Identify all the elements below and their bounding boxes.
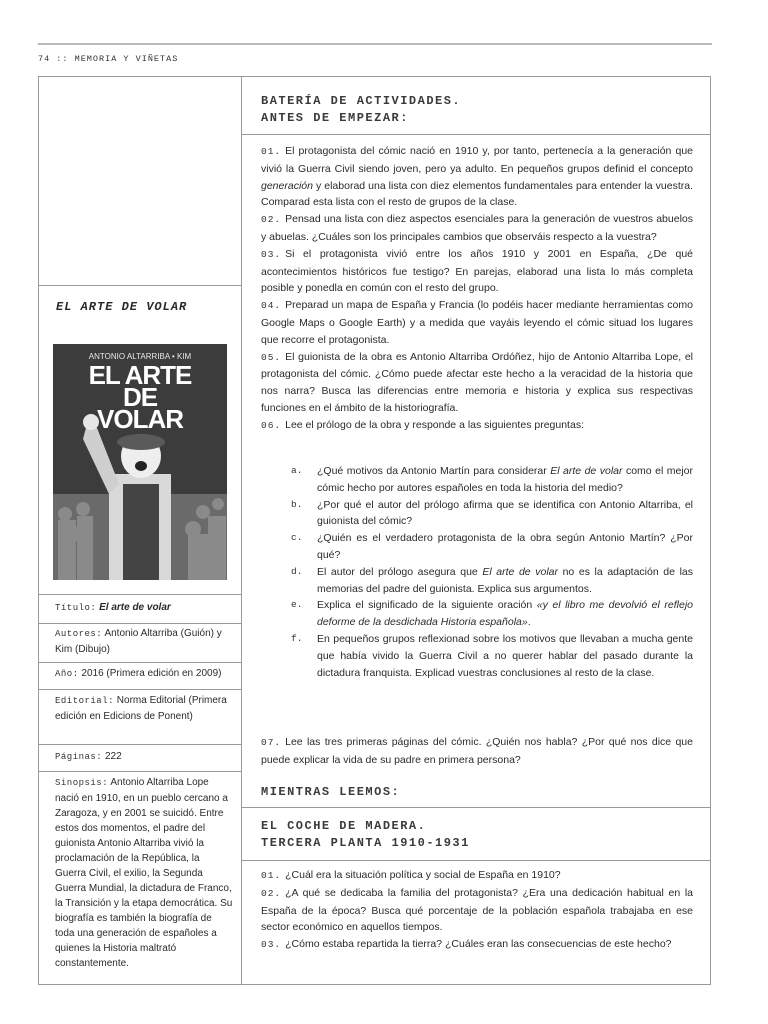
activity-item: 05. El guionista de la obra es Antonio Altarriba Ordóñez, hijo de Antonio Altarriba Lope, el protagonista del cómic. ¿Cómo puede afectar este hecho a la veracidad de la historia que nos narra? Busca las diferencias entre memoria e historia y explica sus respectivas funciones en el ámbito de la historiografía. bbox=[261, 350, 693, 414]
activity-item-7: 07. Lee las tres primeras páginas del cómic. ¿Quién nos habla? ¿Por qué nos dice que puede explicar la vida de su padre en primera persona? bbox=[261, 736, 693, 766]
activity-item: 01. El protagonista del cómic nació en 1910 y, por tanto, pertenecía a la generación que vivió la Guerra Civil siendo joven, pero ya adulto. En pequeños grupos definid el concepto generación y elaborad una lista con diez elementos fundamentales para entender la vuestra. Comparad esta lista con el resto de grupos de la clase. bbox=[261, 145, 693, 209]
info-authors: Autores: Antonio Altarriba (Guión) y Kim (Dibujo) bbox=[39, 624, 241, 663]
activity-item: 06. Lee el prólogo de la obra y responde a las siguientes preguntas: bbox=[261, 418, 584, 431]
cover-title: EL ARTE DE VOLAR bbox=[88, 360, 192, 434]
activities-list bbox=[261, 143, 693, 435]
sub-item: e. Explica el significado de la siguiente oración «y el libro me devolvió el reflejo deforme de la desdichada Historia española». bbox=[291, 599, 693, 629]
reading-item: 01. ¿Cuál era la situación política y social de España en 1910? bbox=[261, 869, 561, 881]
sub-item: a. ¿Qué motivos da Antonio Martín para considerar El arte de volar como el mejor cómic hecho por autores españoles en toda la historia del medio? bbox=[291, 465, 694, 494]
reading-heading: MIENTRAS LEEMOS: bbox=[261, 785, 401, 799]
book-card bbox=[39, 285, 241, 595]
sub-item: f. En pequeños grupos reflexionad sobre los motivos que llevaban a mucha gente que había vivido la Guerra Civil a no querer hablar del pasado durante la dictadura franquista. Explicad vuestras conclusiones al resto de la clase. bbox=[291, 632, 693, 679]
section-rule bbox=[242, 860, 711, 861]
reading-item: 02. ¿A qué se dedicaba la familia del protagonista? ¿Era una dedicación habitual en la España de la época? Busca qué porcentaje de la población española trabajaba en ese sector económico en aquellos tiempos. bbox=[261, 886, 693, 934]
activities-heading: BATERÍA DE ACTIVIDADES. ANTES DE EMPEZAR: bbox=[261, 94, 462, 125]
sub-item: c. ¿Quién es el verdadero protagonista de la obra según Antonio Martín? ¿Por qué? bbox=[291, 532, 693, 561]
activity-item: 02. Pensad una lista con diez aspectos esenciales para la generación de vuestros abuelos y abuelas. ¿Cuáles son los principales cambios que observáis respecto a la vuestra? bbox=[261, 213, 693, 243]
activity-item: 04. Preparad un mapa de España y Francia (lo podéis hacer mediante herramientas como Google Maps o Google Earth) y a medida que vayáis leyendo el cómic situad los lugares que recorre el protagonista. bbox=[261, 299, 693, 346]
info-synopsis: Sinopsis: Antonio Altarriba Lope nació en 1910, en un pueblo cercano a Zaragoza, y en 2001 se suicidó. Entre estos dos momentos, el padre del guionista Antonio Altarriba vivió la proclamación de la República, la Guerra Civil, el exilio, la Segunda Guerra Mundial, la dictadura de Franco, la Transición y la etapa democrática. Su biografía es también la biografía de toda una generación de españoles a quienes la Historia maltrató constantemente. bbox=[55, 777, 233, 969]
book-cover-image bbox=[53, 344, 227, 580]
sub-item: d. El autor del prólogo asegura que El arte de volar no es la adaptación de las memorias del padre del guionista. Explica sus argumentos. bbox=[291, 565, 693, 595]
sub-questions bbox=[261, 463, 693, 681]
sub-item: b. ¿Por qué el autor del prólogo afirma que se identifica con Antonio Altarriba, el guionista del cómic? bbox=[291, 498, 693, 528]
running-head: 74 :: MEMORIA Y VIÑETAS bbox=[38, 54, 179, 64]
section-heading: EL COCHE DE MADERA. TERCERA PLANTA 1910-1931 bbox=[261, 819, 470, 850]
reading-rule bbox=[242, 807, 711, 808]
info-publisher: Editorial: Norma Editorial (Primera edición en Edicions de Ponent) bbox=[39, 690, 241, 745]
info-year: Año: 2016 (Primera edición en 2009) bbox=[39, 663, 241, 690]
info-title: Título: El arte de volar bbox=[39, 596, 241, 624]
heading-rule bbox=[242, 134, 711, 135]
book-title: EL ARTE DE VOLAR bbox=[56, 300, 188, 314]
activity-item: 03. Si el protagonista vivió entre los años 1910 y 2001 en España, ¿De qué acontecimientos históricos fue testigo? En parejas, elaborad una lista lo más completa posible y ponedla en común con el resto del grupo. bbox=[261, 247, 693, 295]
top-rule bbox=[38, 43, 712, 45]
reading-list bbox=[261, 867, 693, 954]
info-pages: Páginas: 222 bbox=[39, 745, 241, 772]
cover-author: ANTONIO ALTARRIBA • KIM bbox=[88, 352, 192, 361]
reading-item: 03. ¿Cómo estaba repartida la tierra? ¿Cuáles eran las consecuencias de este hecho? bbox=[261, 938, 672, 951]
